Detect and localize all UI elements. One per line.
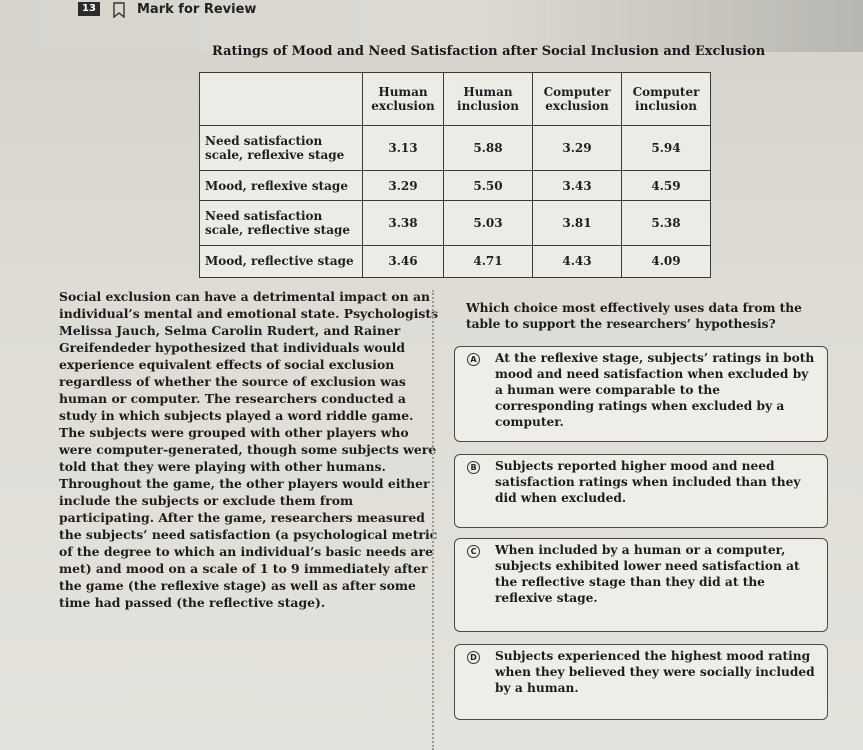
choice-text: At the reflexive stage, subjects’ ratings in both mood and need satisfaction when excluded by a human were comparable to the corresponding ratings when excluded by a computer. <box>495 351 815 429</box>
answer-choice-d[interactable] <box>454 644 828 720</box>
column-divider <box>432 290 434 750</box>
choice-letter: C <box>467 545 480 558</box>
choice-text: Subjects experienced the highest mood rating when they believed they were socially included by a human. <box>495 649 815 695</box>
passage-text: Social exclusion can have a detrimental impact on an individual’s mental and emotional state. Psychologists Melissa Jauch, Selma Carolin Rudert, and Rainer Greifendeder hypothesized that individuals would experience equivalent effects of social exclusion regardless of whether the source of exclusion was human or computer. The researchers conducted a study in which subjects played a word riddle game. The subjects were grouped with other players who were computer-generated, though some subjects were told that they were playing with other humans. Throughout the game, the other players would either include the subjects or exclude them from participating. After the game, researchers measured the subjects’ need satisfaction (a psychological metric of the degree to which an individual’s basic needs are met) and mood on a scale of 1 to 9 immediately after the game (the reflexive stage) as well as after some time had passed (the reflective stage). <box>59 289 439 610</box>
column-header: Computer exclusion <box>533 73 622 126</box>
table-cell: 3.38 <box>363 201 444 246</box>
table-cell: 3.29 <box>533 126 622 171</box>
column-header: Computer inclusion <box>622 73 711 126</box>
column-header: Human inclusion <box>444 73 533 126</box>
table-title: Ratings of Mood and Need Satisfaction after Social Inclusion and Exclusion <box>212 44 766 59</box>
table-cell: 3.13 <box>363 126 444 171</box>
table-row <box>200 126 711 171</box>
table-cell: 4.43 <box>533 245 622 277</box>
table-cell: 5.94 <box>622 126 711 171</box>
answer-choice-c[interactable] <box>454 538 828 632</box>
row-label: Mood, reflective stage <box>200 245 363 277</box>
table-row <box>200 245 711 277</box>
question-prompt: Which choice most effectively uses data from the table to support the researchers’ hypothesis? <box>466 301 802 331</box>
data-table <box>199 72 711 278</box>
column-header: Human exclusion <box>363 73 444 126</box>
answer-choice-a[interactable] <box>454 346 828 442</box>
choice-letter: B <box>467 461 480 474</box>
choice-letter: A <box>467 353 480 366</box>
row-label: Mood, reflexive stage <box>200 171 363 201</box>
table-corner-cell <box>200 73 363 126</box>
table-cell: 5.50 <box>444 171 533 201</box>
bookmark-icon[interactable] <box>112 2 126 18</box>
table-cell: 3.81 <box>533 201 622 246</box>
mark-for-review-button[interactable]: Mark for Review <box>137 2 257 17</box>
table-row <box>200 171 711 201</box>
row-label: Need satisfaction scale, reflexive stage <box>200 126 363 171</box>
table-cell: 4.59 <box>622 171 711 201</box>
table-header-row <box>200 73 711 126</box>
table-cell: 4.09 <box>622 245 711 277</box>
table-cell: 4.71 <box>444 245 533 277</box>
choice-letter: D <box>467 651 480 664</box>
table-cell: 3.46 <box>363 245 444 277</box>
table-cell: 5.38 <box>622 201 711 246</box>
table-cell: 5.88 <box>444 126 533 171</box>
table-cell: 3.43 <box>533 171 622 201</box>
choice-text: When included by a human or a computer, subjects exhibited lower need satisfaction at the reflective stage than they did at the reflexive stage. <box>495 543 800 605</box>
row-label: Need satisfaction scale, reflective stage <box>200 201 363 246</box>
table-cell: 3.29 <box>363 171 444 201</box>
answer-choice-b[interactable] <box>454 454 828 528</box>
question-number: 13 <box>78 2 100 16</box>
table-cell: 5.03 <box>444 201 533 246</box>
table-row <box>200 201 711 246</box>
choice-text: Subjects reported higher mood and need satisfaction ratings when included than they did when excluded. <box>495 459 801 505</box>
